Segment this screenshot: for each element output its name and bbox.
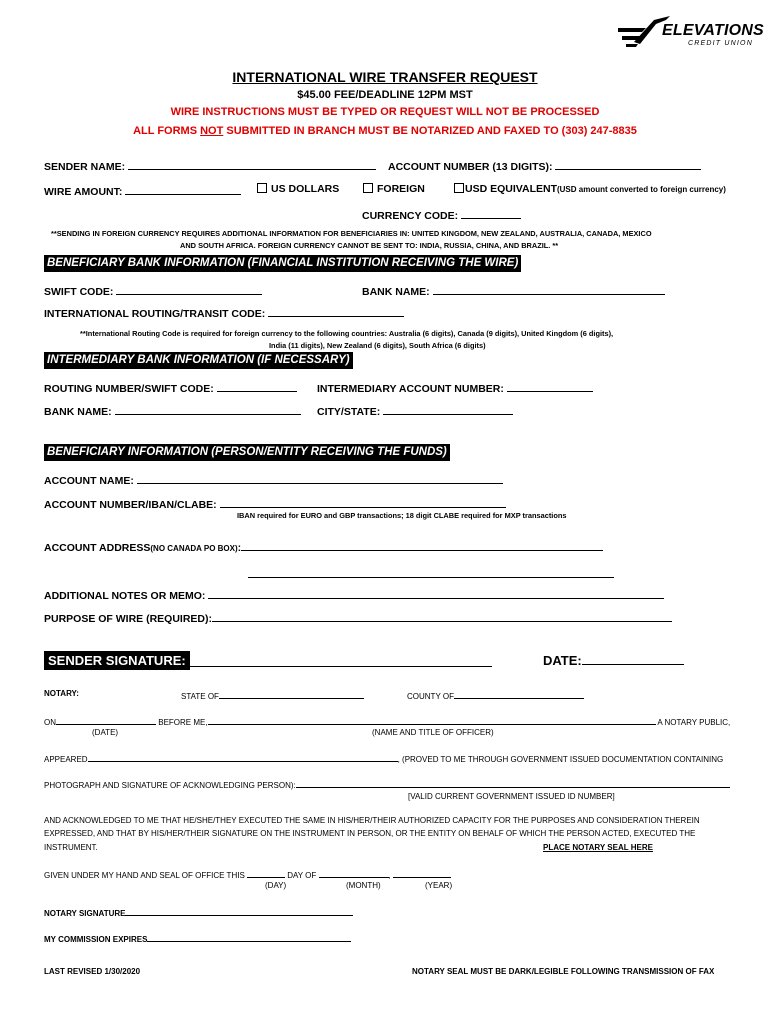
intermediary-heading: INTERMEDIARY BANK INFORMATION (IF NECESSARY)	[44, 352, 353, 369]
last-revised: LAST REVISED 1/30/2020	[44, 967, 141, 976]
usd-equivalent-note: (USD amount converted to foreign currency)	[556, 185, 726, 194]
month-caption: (MONTH)	[346, 881, 381, 890]
bank-name-field[interactable]	[433, 283, 665, 295]
county-label: COUNTY OF	[407, 692, 454, 701]
wire-amount-label: WIRE AMOUNT:	[44, 186, 123, 198]
officer-caption: (NAME AND TITLE OF OFFICER)	[372, 728, 494, 737]
date-caption: (DATE)	[92, 728, 119, 737]
account-number-field[interactable]	[555, 158, 701, 170]
state-label: STATE OF	[181, 692, 219, 701]
usd-equivalent-label: USD EQUIVALENT	[465, 183, 557, 195]
city-state-field[interactable]	[383, 403, 513, 415]
typed-warning: WIRE INSTRUCTIONS MUST BE TYPED OR REQUEST WILL NOT BE PROCESSED	[170, 106, 600, 118]
year-caption: (YEAR)	[425, 881, 453, 890]
notary-label: NOTARY:	[44, 689, 79, 698]
city-state-label: CITY/STATE:	[317, 406, 381, 418]
commission-field[interactable]	[147, 932, 351, 942]
date-field[interactable]	[582, 652, 684, 665]
wire-amount-field[interactable]	[125, 183, 241, 195]
account-address-field[interactable]	[241, 539, 603, 551]
routing-code-field[interactable]	[268, 305, 404, 317]
account-iban-field[interactable]	[220, 496, 506, 508]
warn2-pre: ALL FORMS	[133, 125, 201, 137]
intermediary-routing-field[interactable]	[217, 380, 297, 392]
purpose-label: PURPOSE OF WIRE (REQUIRED):	[44, 613, 213, 625]
intermediary-bank-name-label: BANK NAME:	[44, 406, 112, 418]
account-address-label: ACCOUNT ADDRESS	[44, 542, 151, 554]
currency-code-field[interactable]	[461, 207, 521, 219]
intermediary-account-field[interactable]	[507, 380, 593, 392]
us-dollars-label: US DOLLARS	[271, 183, 340, 195]
sender-name-label: SENDER NAME:	[44, 161, 126, 173]
proved-text: , (PROVED TO ME THROUGH GOVERNMENT ISSUED DOCUMENTATION CONTAINING	[397, 755, 724, 764]
beneficiary-bank-heading: BENEFICIARY BANK INFORMATION (FINANCIAL INSTITUTION RECEIVING THE WIRE)	[44, 255, 521, 272]
swift-code-label: SWIFT CODE:	[44, 286, 114, 298]
notary-public-label: A NOTARY PUBLIC,	[657, 718, 731, 727]
logo-sub: CREDIT UNION	[688, 40, 753, 47]
notary-signature-label: NOTARY SIGNATURE	[44, 909, 126, 918]
foreign-label: FOREIGN	[377, 183, 425, 195]
day-caption: (DAY)	[265, 881, 287, 890]
form-title: INTERNATIONAL WIRE TRANSFER REQUEST	[232, 69, 538, 85]
county-field[interactable]	[454, 689, 584, 699]
before-me-label: BEFORE ME,	[158, 718, 208, 727]
address-colon: :	[237, 542, 242, 554]
beneficiary-heading: BENEFICIARY INFORMATION (PERSON/ENTITY RECEIVING THE FUNDS)	[44, 444, 450, 461]
notary-signature-field[interactable]	[125, 906, 353, 916]
ack-line-2: EXPRESSED, AND THAT BY HIS/HER/THEIR SIGNATURE ON THE INSTRUMENT IN PERSON, OR THE ENTITY ON BEHALF OF WHICH THE PERSON ACTED, EXECUTED THE	[44, 829, 696, 838]
sender-name-field[interactable]	[128, 158, 376, 170]
warn2-not: NOT	[200, 125, 224, 137]
notes-field[interactable]	[208, 587, 664, 599]
given-year-field[interactable]	[393, 868, 451, 878]
intermediary-bank-name-field[interactable]	[115, 403, 301, 415]
foreign-checkbox[interactable]	[363, 183, 373, 193]
iban-note: IBAN required for EURO and GBP transactions; 18 digit CLABE required for MXP transactions	[237, 511, 567, 520]
account-iban-label: ACCOUNT NUMBER/IBAN/CLABE:	[44, 499, 217, 511]
currency-code-label: CURRENCY CODE:	[362, 210, 459, 222]
account-name-label: ACCOUNT NAME:	[44, 475, 134, 487]
purpose-field[interactable]	[212, 610, 672, 622]
fee-deadline: $45.00 FEE/DEADLINE 12PM MST	[297, 89, 473, 101]
id-number-field[interactable]	[296, 778, 730, 788]
intermediary-routing-label: ROUTING NUMBER/SWIFT CODE:	[44, 383, 214, 395]
usd-equivalent-checkbox[interactable]	[454, 183, 464, 193]
logo-brand: ELEVATIONS	[662, 22, 764, 39]
ack-line-3: INSTRUMENT.	[44, 843, 98, 852]
appeared-label: APPEARED	[44, 755, 88, 764]
appeared-field[interactable]	[88, 752, 398, 762]
foreign-currency-note-2: AND SOUTH AFRICA. FOREIGN CURRENCY CANNOT BE SENT TO: INDIA, RUSSIA, CHINA, AND BRAZIL. **	[180, 241, 559, 250]
routing-note-1: **International Routing Code is required for foreign currency to the following countries: Australia (6 digits), Canada (9 digits), United Kingdom (6 digits),	[80, 329, 614, 338]
sender-signature-field[interactable]	[180, 654, 492, 667]
notes-label: ADDITIONAL NOTES OR MEMO:	[44, 590, 206, 602]
place-seal-here: PLACE NOTARY SEAL HERE	[543, 843, 653, 852]
account-address-note: (NO CANADA PO BOX)	[150, 544, 238, 553]
day-of-label: DAY OF	[287, 871, 317, 880]
swift-code-field[interactable]	[116, 283, 262, 295]
commission-label: MY COMMISSION EXPIRES	[44, 935, 148, 944]
account-number-label: ACCOUNT NUMBER (13 DIGITS):	[388, 161, 553, 173]
officer-field[interactable]	[208, 715, 656, 725]
date-label: DATE:	[543, 653, 582, 668]
notarize-warning	[0, 125, 770, 137]
us-dollars-checkbox[interactable]	[257, 183, 267, 193]
foreign-currency-note-1: **SENDING IN FOREIGN CURRENCY REQUIRES ADDITIONAL INFORMATION FOR BENEFICIARIES IN: UNITED KINGDOM, NEW ZEALAND, AUSTRALIA, CANADA, MEXICO	[51, 229, 652, 238]
given-month-field[interactable]	[319, 868, 389, 878]
on-label: ON	[44, 718, 56, 727]
routing-code-label: INTERNATIONAL ROUTING/TRANSIT CODE:	[44, 308, 266, 320]
warn2-post: SUBMITTED IN BRANCH MUST BE NOTARIZED AND FAXED TO (303) 247-8835	[223, 125, 637, 137]
bank-name-label: BANK NAME:	[362, 286, 430, 298]
photo-label: PHOTOGRAPH AND SIGNATURE OF ACKNOWLEDGING PERSON):	[44, 781, 296, 790]
routing-note-2: India (11 digits), New Zealand (6 digits), South Africa (6 digits)	[269, 341, 486, 350]
sender-signature-heading: SENDER SIGNATURE:	[44, 651, 190, 670]
given-label: GIVEN UNDER MY HAND AND SEAL OF OFFICE THIS	[44, 871, 245, 880]
id-caption: [VALID CURRENT GOVERNMENT ISSUED ID NUMBER]	[408, 792, 615, 801]
logo	[616, 14, 764, 50]
intermediary-account-label: INTERMEDIARY ACCOUNT NUMBER:	[317, 383, 504, 395]
fax-note: NOTARY SEAL MUST BE DARK/LEGIBLE FOLLOWING TRANSMISSION OF FAX	[412, 967, 715, 976]
on-date-field[interactable]	[56, 715, 156, 725]
account-name-field[interactable]	[137, 472, 503, 484]
ack-line-1: AND ACKNOWLEDGED TO ME THAT HE/SHE/THEY EXECUTED THE SAME IN HIS/HER/THEIR AUTHORIZED CAPACITY FOR THE PURPOSES AND CONSIDERATION THEREIN	[44, 816, 700, 825]
state-field[interactable]	[219, 689, 364, 699]
given-day-field[interactable]	[247, 868, 285, 878]
account-address-field-2[interactable]	[248, 566, 614, 578]
